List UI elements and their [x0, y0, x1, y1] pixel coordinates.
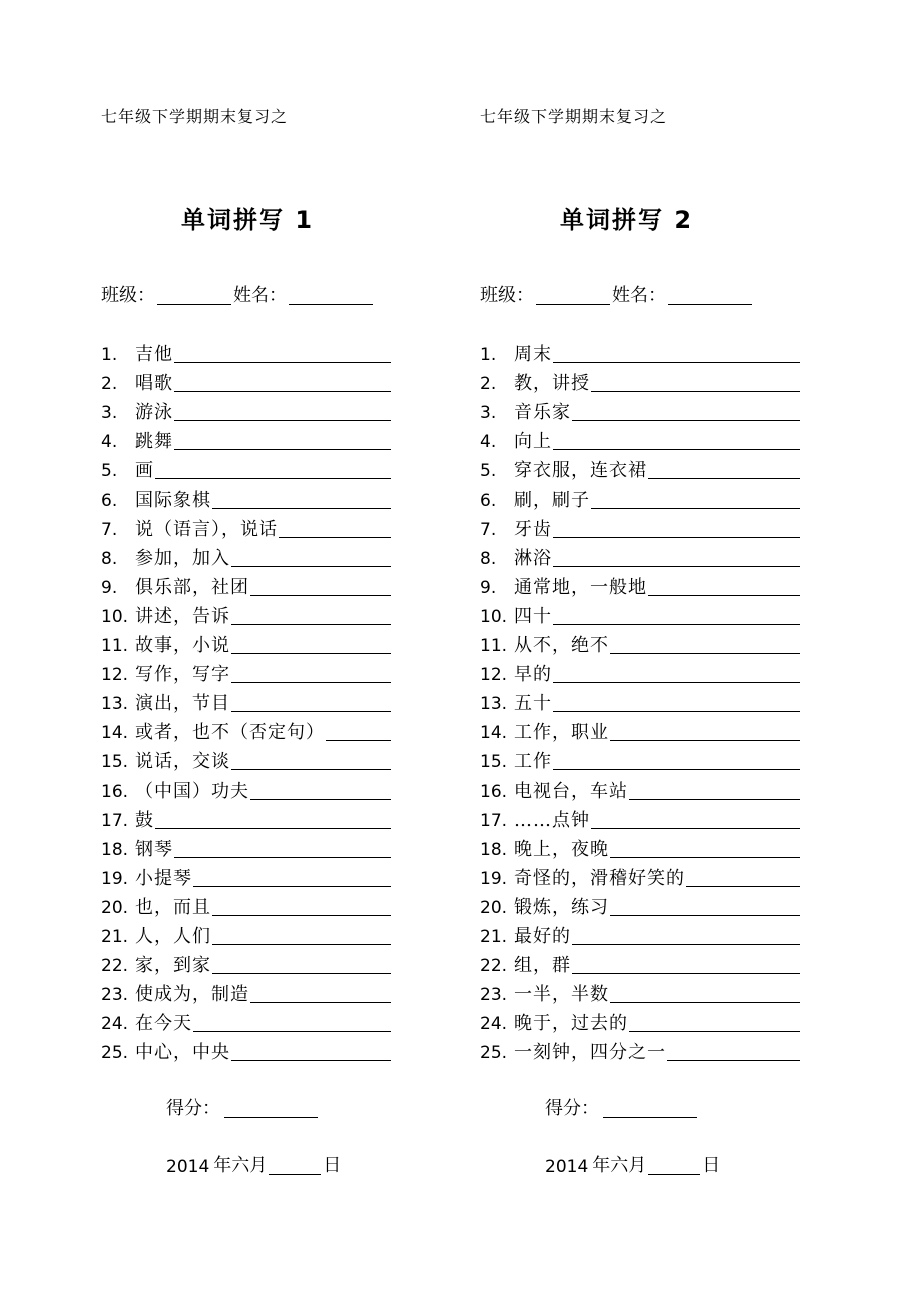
item-prompt: 唱歌 — [135, 373, 173, 395]
item-number: 10. — [101, 606, 129, 627]
word-item — [480, 366, 800, 395]
item-prompt: 一半，半数 — [514, 984, 609, 1006]
answer-blank[interactable] — [648, 595, 800, 596]
item-prompt: 也，而且 — [135, 896, 211, 918]
item-number: 23. — [101, 985, 129, 1006]
worksheet-header: 七年级下学期期末复习之 — [480, 107, 668, 126]
item-prompt: 吉他 — [135, 344, 173, 366]
item-number: 1. — [480, 345, 497, 366]
word-item — [480, 803, 800, 832]
word-item — [101, 482, 391, 511]
item-prompt: 穿衣服，连衣裙 — [514, 460, 647, 482]
word-item — [101, 512, 391, 541]
word-item — [480, 890, 800, 919]
answer-blank[interactable] — [155, 478, 391, 479]
item-number: 13. — [101, 694, 129, 715]
item-number: 21. — [480, 926, 508, 947]
item-prompt: 工作 — [514, 751, 552, 773]
item-number: 19. — [480, 868, 508, 889]
answer-blank[interactable] — [231, 624, 391, 625]
word-item — [480, 599, 800, 628]
word-item — [480, 919, 800, 948]
item-prompt: 淋浴 — [514, 547, 552, 569]
item-prompt: 音乐家 — [514, 402, 571, 424]
word-item — [480, 686, 800, 715]
score-blank[interactable] — [224, 1099, 318, 1118]
word-item — [101, 366, 391, 395]
answer-blank[interactable] — [174, 362, 391, 363]
item-prompt: 或者，也不（否定句） — [135, 722, 325, 744]
word-item — [101, 541, 391, 570]
date-line — [545, 1151, 720, 1177]
item-number: 11. — [101, 636, 129, 657]
word-item — [480, 1035, 800, 1064]
item-number: 15. — [480, 752, 508, 773]
class-blank[interactable] — [536, 286, 610, 305]
name-blank[interactable] — [668, 286, 752, 305]
word-item — [480, 948, 800, 977]
answer-blank[interactable] — [553, 682, 800, 683]
item-number: 9. — [101, 577, 118, 598]
word-item — [101, 1006, 391, 1035]
word-item — [101, 919, 391, 948]
item-number: 17. — [480, 810, 508, 831]
answer-blank[interactable] — [591, 508, 800, 509]
class-blank[interactable] — [157, 286, 231, 305]
worksheet-header: 七年级下学期期末复习之 — [101, 107, 289, 126]
answer-blank[interactable] — [174, 420, 391, 421]
item-number: 3. — [101, 403, 118, 424]
item-prompt: 中心，中央 — [135, 1042, 230, 1064]
item-prompt: 牙齿 — [514, 518, 552, 540]
item-prompt: 故事，小说 — [135, 635, 230, 657]
item-prompt: 鼓 — [135, 809, 154, 831]
answer-blank[interactable] — [231, 769, 391, 770]
answer-blank[interactable] — [212, 915, 391, 916]
item-prompt: 从不，绝不 — [514, 635, 609, 657]
worksheet-title: 单词拼写 1 — [181, 206, 315, 234]
answer-blank[interactable] — [553, 566, 800, 567]
item-prompt: 写作，写字 — [135, 664, 230, 686]
answer-blank[interactable] — [174, 857, 391, 858]
worksheet-title: 单词拼写 2 — [560, 206, 694, 234]
item-number: 14. — [480, 723, 508, 744]
word-item — [480, 715, 800, 744]
word-item — [101, 1035, 391, 1064]
answer-blank[interactable] — [553, 624, 800, 625]
item-prompt: 一刻钟，四分之一 — [514, 1042, 666, 1064]
answer-blank[interactable] — [193, 886, 391, 887]
item-prompt: 奇怪的，滑稽好笑的 — [514, 867, 685, 889]
item-number: 24. — [101, 1014, 129, 1035]
answer-blank[interactable] — [629, 799, 800, 800]
answer-blank[interactable] — [231, 1060, 391, 1061]
item-prompt: （中国）功夫 — [135, 780, 249, 802]
word-item — [101, 570, 391, 599]
item-number: 5. — [101, 461, 118, 482]
answer-blank[interactable] — [572, 420, 800, 421]
word-item — [101, 453, 391, 482]
item-number: 7. — [480, 519, 497, 540]
answer-blank[interactable] — [231, 682, 391, 683]
item-prompt: 通常地，一般地 — [514, 576, 647, 598]
word-item — [480, 512, 800, 541]
item-number: 12. — [480, 665, 508, 686]
item-number: 8. — [101, 548, 118, 569]
answer-blank[interactable] — [174, 391, 391, 392]
item-prompt: 跳舞 — [135, 431, 173, 453]
item-prompt: 周末 — [514, 344, 552, 366]
item-number: 10. — [480, 606, 508, 627]
item-number: 2. — [480, 374, 497, 395]
word-item — [101, 628, 391, 657]
item-prompt: 刷，刷子 — [514, 489, 590, 511]
word-item — [480, 861, 800, 890]
answer-blank[interactable] — [212, 944, 391, 945]
item-prompt: 演出，节目 — [135, 693, 230, 715]
answer-blank[interactable] — [610, 740, 800, 741]
answer-blank[interactable] — [553, 537, 800, 538]
item-prompt: 锻炼，练习 — [514, 896, 609, 918]
answer-blank[interactable] — [212, 973, 391, 974]
word-item — [480, 337, 800, 366]
item-prompt: 向上 — [514, 431, 552, 453]
answer-blank[interactable] — [667, 1060, 800, 1061]
item-prompt: 国际象棋 — [135, 489, 211, 511]
score-blank[interactable] — [603, 1099, 697, 1118]
item-number: 4. — [101, 432, 118, 453]
item-number: 6. — [480, 490, 497, 511]
date-month: 年六月 — [592, 1155, 647, 1176]
name-label: 姓名： — [612, 285, 666, 306]
word-list — [480, 337, 800, 1064]
item-number: 3. — [480, 403, 497, 424]
answer-blank[interactable] — [250, 799, 391, 800]
answer-blank[interactable] — [155, 828, 391, 829]
item-number: 7. — [101, 519, 118, 540]
word-item — [101, 861, 391, 890]
item-prompt: 家，到家 — [135, 955, 211, 977]
answer-blank[interactable] — [610, 1002, 800, 1003]
date-day-label: 日 — [702, 1155, 721, 1176]
word-item — [101, 424, 391, 453]
day-blank[interactable] — [648, 1156, 700, 1175]
item-prompt: 教，讲授 — [514, 373, 590, 395]
item-number: 4. — [480, 432, 497, 453]
answer-blank[interactable] — [591, 828, 800, 829]
item-prompt: 在今天 — [135, 1013, 192, 1035]
word-item — [480, 453, 800, 482]
answer-blank[interactable] — [591, 391, 800, 392]
word-item — [101, 803, 391, 832]
item-number: 18. — [101, 839, 129, 860]
answer-blank[interactable] — [326, 740, 391, 741]
answer-blank[interactable] — [553, 711, 800, 712]
item-prompt: 画 — [135, 460, 154, 482]
item-prompt: 晚上，夜晚 — [514, 838, 609, 860]
item-number: 13. — [480, 694, 508, 715]
item-prompt: 组，群 — [514, 955, 571, 977]
item-number: 19. — [101, 868, 129, 889]
answer-blank[interactable] — [279, 537, 391, 538]
word-item — [101, 832, 391, 861]
item-number: 16. — [480, 781, 508, 802]
item-number: 18. — [480, 839, 508, 860]
date-month: 年六月 — [213, 1155, 268, 1176]
word-item — [480, 1006, 800, 1035]
item-number: 9. — [480, 577, 497, 598]
answer-blank[interactable] — [193, 1031, 391, 1032]
item-number: 17. — [101, 810, 129, 831]
class-label: 班级： — [480, 285, 534, 306]
date-year: 2014 — [545, 1157, 589, 1177]
item-number: 8. — [480, 548, 497, 569]
word-item — [101, 599, 391, 628]
name-blank[interactable] — [289, 286, 373, 305]
word-item — [101, 977, 391, 1006]
word-item — [480, 424, 800, 453]
student-info — [480, 281, 754, 307]
word-item — [480, 832, 800, 861]
answer-blank[interactable] — [231, 711, 391, 712]
word-item — [480, 744, 800, 773]
answer-blank[interactable] — [610, 653, 800, 654]
word-item — [101, 686, 391, 715]
date-day-label: 日 — [323, 1155, 342, 1176]
answer-blank[interactable] — [610, 915, 800, 916]
word-item — [480, 482, 800, 511]
answer-blank[interactable] — [629, 1031, 800, 1032]
item-prompt: 早的 — [514, 664, 552, 686]
item-prompt: 四十 — [514, 605, 552, 627]
item-prompt: 最好的 — [514, 925, 571, 947]
word-item — [101, 395, 391, 424]
item-number: 22. — [101, 956, 129, 977]
item-number: 20. — [101, 897, 129, 918]
item-prompt: 人，人们 — [135, 925, 211, 947]
item-number: 24. — [480, 1014, 508, 1035]
item-prompt: 晚于，过去的 — [514, 1013, 628, 1035]
word-item — [480, 628, 800, 657]
item-prompt: 钢琴 — [135, 838, 173, 860]
answer-blank[interactable] — [648, 478, 800, 479]
item-number: 22. — [480, 956, 508, 977]
word-item — [101, 773, 391, 802]
word-item — [101, 337, 391, 366]
answer-blank[interactable] — [572, 973, 800, 974]
word-item — [101, 890, 391, 919]
item-number: 12. — [101, 665, 129, 686]
item-number: 20. — [480, 897, 508, 918]
score-line — [166, 1094, 318, 1120]
item-number: 14. — [101, 723, 129, 744]
item-number: 16. — [101, 781, 129, 802]
item-prompt: ……点钟 — [514, 809, 590, 831]
item-number: 6. — [101, 490, 118, 511]
answer-blank[interactable] — [686, 886, 800, 887]
word-list — [101, 337, 391, 1064]
answer-blank[interactable] — [553, 362, 800, 363]
item-number: 15. — [101, 752, 129, 773]
score-line — [545, 1094, 697, 1120]
item-prompt: 讲述，告诉 — [135, 605, 230, 627]
word-item — [480, 657, 800, 686]
item-prompt: 使成为，制造 — [135, 984, 249, 1006]
word-item — [101, 744, 391, 773]
score-label: 得分： — [166, 1098, 220, 1119]
answer-blank[interactable] — [610, 857, 800, 858]
answer-blank[interactable] — [572, 944, 800, 945]
word-item — [101, 657, 391, 686]
class-label: 班级： — [101, 285, 155, 306]
word-item — [480, 395, 800, 424]
word-item — [101, 948, 391, 977]
item-prompt: 工作，职业 — [514, 722, 609, 744]
word-item — [480, 977, 800, 1006]
word-item — [480, 570, 800, 599]
answer-blank[interactable] — [212, 508, 391, 509]
answer-blank[interactable] — [231, 653, 391, 654]
item-prompt: 小提琴 — [135, 867, 192, 889]
answer-blank[interactable] — [553, 769, 800, 770]
item-number: 11. — [480, 636, 508, 657]
item-prompt: 游泳 — [135, 402, 173, 424]
item-number: 2. — [101, 374, 118, 395]
item-prompt: 参加，加入 — [135, 547, 230, 569]
answer-blank[interactable] — [553, 449, 800, 450]
item-prompt: 说（语言），说话 — [135, 518, 278, 540]
student-info — [101, 281, 375, 307]
date-year: 2014 — [166, 1157, 210, 1177]
item-prompt: 电视台，车站 — [514, 780, 628, 802]
word-item — [480, 541, 800, 570]
item-number: 25. — [480, 1043, 508, 1064]
answer-blank[interactable] — [174, 449, 391, 450]
item-number: 25. — [101, 1043, 129, 1064]
score-label: 得分： — [545, 1098, 599, 1119]
item-number: 1. — [101, 345, 118, 366]
answer-blank[interactable] — [250, 1002, 391, 1003]
item-prompt: 俱乐部，社团 — [135, 576, 249, 598]
item-number: 5. — [480, 461, 497, 482]
word-item — [480, 773, 800, 802]
item-prompt: 五十 — [514, 693, 552, 715]
item-number: 23. — [480, 985, 508, 1006]
item-prompt: 说话，交谈 — [135, 751, 230, 773]
word-item — [101, 715, 391, 744]
date-line — [166, 1151, 341, 1177]
answer-blank[interactable] — [250, 595, 391, 596]
answer-blank[interactable] — [231, 566, 391, 567]
name-label: 姓名： — [233, 285, 287, 306]
day-blank[interactable] — [269, 1156, 321, 1175]
item-number: 21. — [101, 926, 129, 947]
